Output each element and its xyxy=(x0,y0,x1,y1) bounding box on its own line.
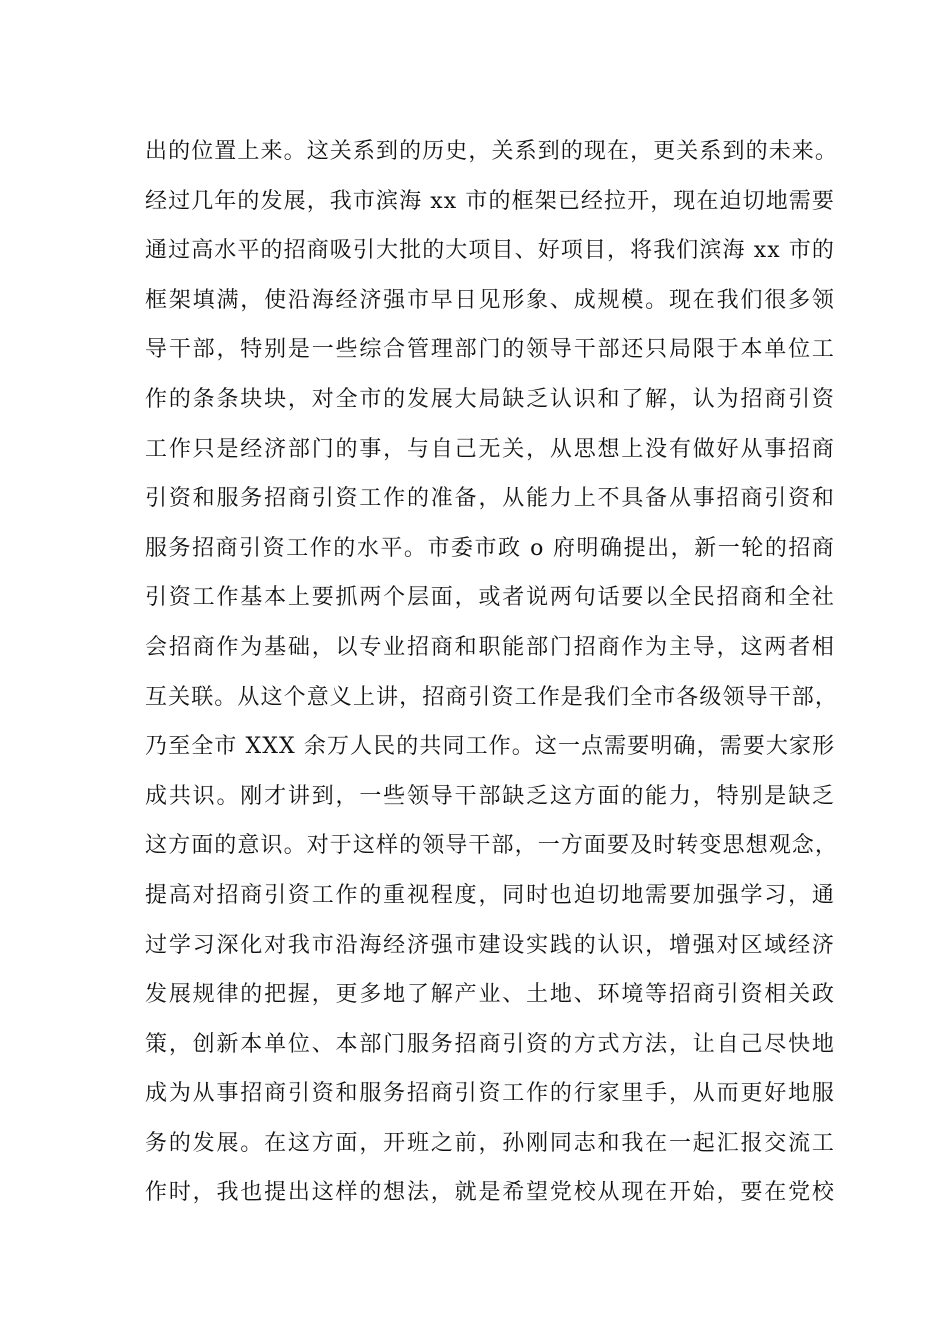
text-line: 作的条条块块，对全市的发展大局缺乏认识和了解，认为招商引资 xyxy=(145,386,835,412)
text-line: 通过高水平的招商吸引大批的大项目、好项目，将我们滨海 xx 市的 xyxy=(145,238,836,264)
text-line: 出的位置上来。这关系到的历史，关系到的现在，更关系到的未来。 xyxy=(145,139,839,164)
text-line: 这方面的意识。对于这样的领导干部，一方面要及时转变思想观念， xyxy=(145,833,839,859)
text-line: 导干部，特别是一些综合管理部门的领导干部还只局限于本单位工 xyxy=(145,337,835,363)
text-line: 过学习深化对我市沿海经济强市建设实践的认识，增强对区域经济 xyxy=(145,932,835,958)
text-line: 经过几年的发展，我市滨海 xx 市的框架已经拉开，现在迫切地需要 xyxy=(145,188,836,214)
text-line: 引资和服务招商引资工作的准备，从能力上不具备从事招商引资和 xyxy=(145,486,835,512)
body-text xyxy=(145,127,839,1218)
text-line: 服务招商引资工作的水平。市委市政 o 府明确提出，新一轮的招商 xyxy=(145,535,835,561)
text-line: 引资工作基本上要抓两个层面，或者说两句话要以全民招商和全社 xyxy=(145,585,835,611)
text-line: 作时，我也提出这样的想法，就是希望党校从现在开始，要在党校 xyxy=(145,1180,835,1206)
text-line: 框架填满，使沿海经济强市早日见形象、成规模。现在我们很多领 xyxy=(145,287,835,313)
text-line: 会招商作为基础，以专业招商和职能部门招商作为主导，这两者相 xyxy=(145,634,835,660)
text-line: 发展规律的把握，更多地了解产业、土地、环境等招商引资相关政 xyxy=(145,982,835,1008)
text-line: 乃至全市 XXX 余万人民的共同工作。这一点需要明确，需要大家形 xyxy=(145,734,836,760)
text-line: 工作只是经济部门的事，与自己无关，从思想上没有做好从事招商 xyxy=(145,436,835,462)
text-line: 成共识。刚才讲到，一些领导干部缺乏这方面的能力，特别是缺乏 xyxy=(145,783,835,809)
text-line: 提高对招商引资工作的重视程度，同时也迫切地需要加强学习，通 xyxy=(145,882,835,908)
text-line: 策，创新本单位、本部门服务招商引资的方式方法，让自己尽快地 xyxy=(145,1031,835,1057)
text-line: 互关联。从这个意义上讲，招商引资工作是我们全市各级领导干部， xyxy=(145,684,839,710)
text-line: 务的发展。在这方面，开班之前，孙刚同志和我在一起汇报交流工 xyxy=(145,1130,835,1156)
text-line: 成为从事招商引资和服务招商引资工作的行家里手，从而更好地服 xyxy=(145,1081,835,1107)
